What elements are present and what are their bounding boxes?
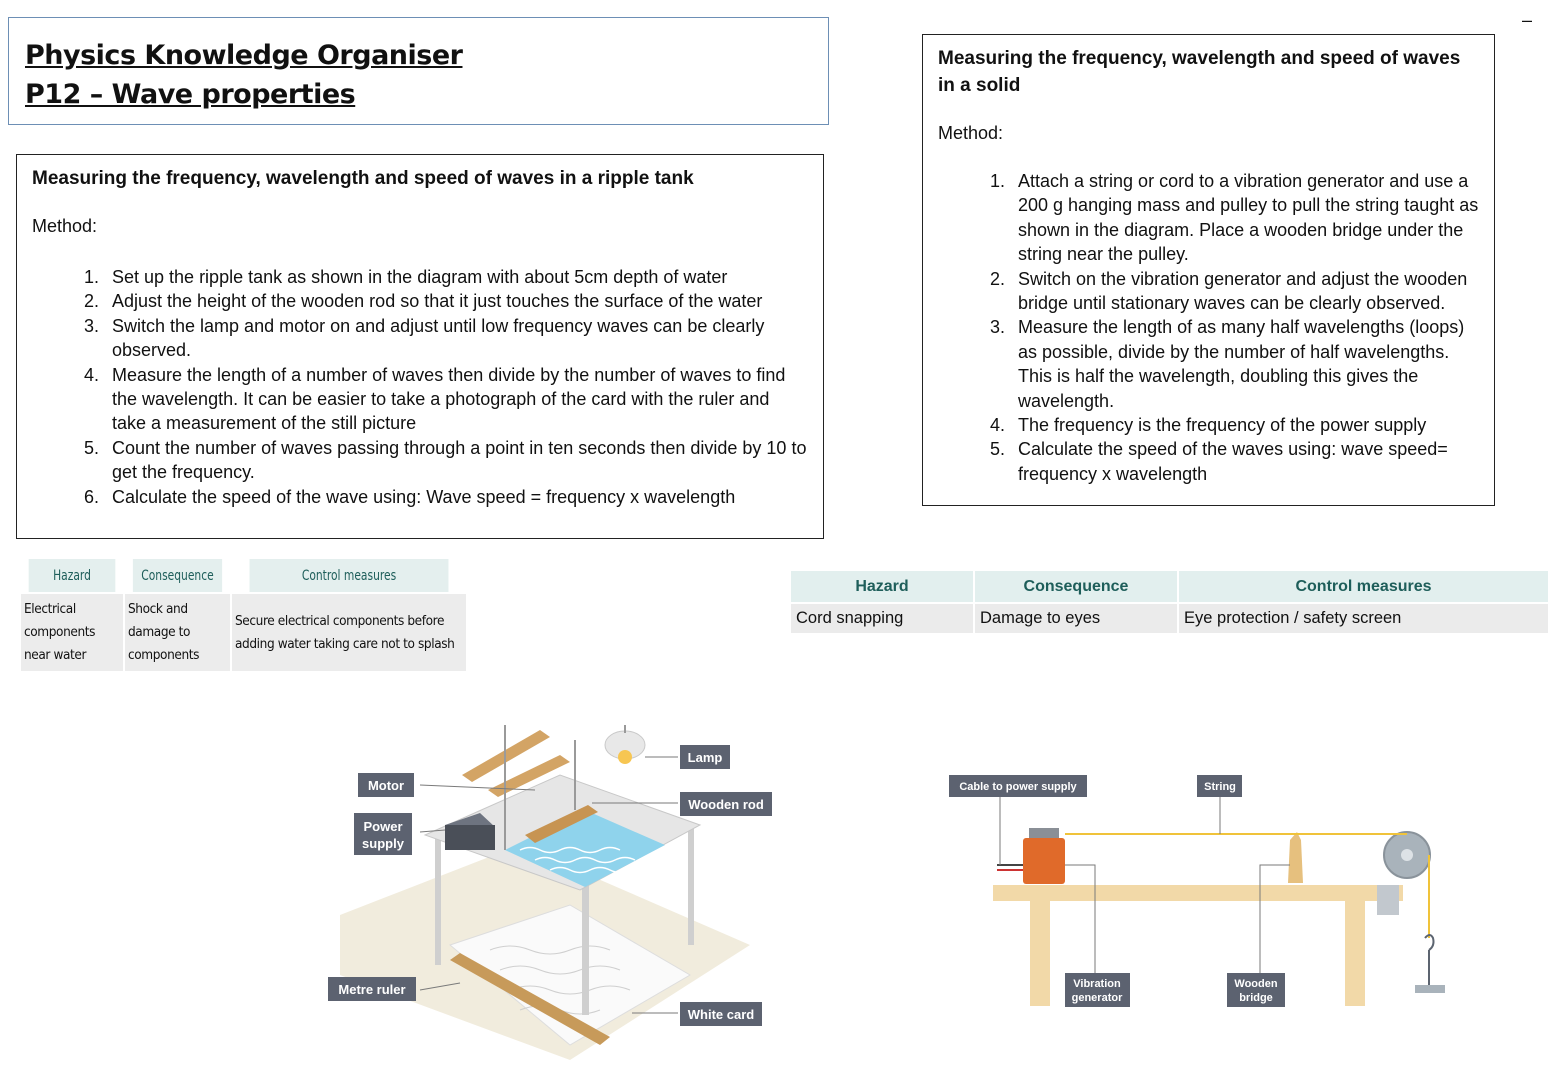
motor-label: Motor: [367, 778, 405, 793]
vibration-label-1: Vibration: [1073, 978, 1121, 990]
solid-heading: Measuring the frequency, wavelength and speed of waves in a solid: [938, 48, 1461, 96]
wooden-rod-label: Wooden rod: [688, 797, 764, 812]
ripple-steps: [32, 265, 808, 509]
solid-step: 4. The frequency is the frequency of the power supply: [1010, 413, 1479, 437]
power-supply-label-2: supply: [362, 836, 404, 851]
white-card-label: White card: [687, 1007, 755, 1022]
consequence-header: Consequence: [133, 559, 222, 592]
hazard-header: Hazard: [791, 571, 973, 602]
power-supply-front: [445, 825, 495, 850]
control-cell: Secure electrical components before adding water taking care not to splash: [232, 594, 466, 671]
table-leg: [582, 885, 589, 1015]
hazard-cell: Electrical components near water: [21, 594, 123, 671]
pulley-axle: [1401, 849, 1413, 861]
ripple-step: 4. Measure the length of a number of waves then divide by the number of waves to find the wavelength. It can be easier to take a photograph of the card with the ruler and take a measurement of the still picture: [104, 363, 808, 436]
ripple-heading: Measuring the frequency, wavelength and speed of waves in a ripple tank: [32, 168, 694, 189]
table-leg: [435, 835, 441, 965]
solid-method-label: Method:: [938, 123, 1004, 143]
generator-top: [1029, 828, 1059, 838]
metre-ruler-label: Metre ruler: [338, 982, 406, 997]
wooden-bridge-graphic: [1288, 832, 1303, 883]
solid-method-box: [922, 34, 1495, 506]
leader-line: [1260, 865, 1290, 975]
solid-step: 3. Measure the length of as many half wavelengths (loops) as possible, divide by the number of half wavelengths. This is half the wavelength, doubling this gives the wavelength.: [1010, 315, 1479, 413]
string-label: String: [1204, 781, 1236, 793]
solid-step: 1. Attach a string or cord to a vibration generator and use a 200 g hanging mass and pulley to pull the string taught as shown in the diagram. Place a wooden bridge under the string near the pulley.: [1010, 169, 1479, 267]
hazard-header: Hazard: [29, 559, 116, 592]
control-cell: Eye protection / safety screen: [1179, 604, 1548, 633]
solid-hazard-table: [789, 569, 1550, 635]
page-subtitle: P12 – Wave properties: [25, 79, 356, 110]
bridge-label-2: bridge: [1239, 992, 1273, 1004]
ripple-method-box: [16, 154, 824, 539]
bench-leg: [1030, 901, 1050, 1006]
ripple-hazard-table: [19, 557, 468, 673]
cable-label: Cable to power supply: [959, 781, 1077, 793]
table-leg: [688, 825, 694, 945]
power-supply-label-1: Power: [363, 819, 403, 834]
control-header: Control measures: [1179, 571, 1548, 602]
ripple-tank-diagram: [320, 715, 790, 1065]
vibration-label-2: generator: [1071, 992, 1123, 1004]
ripple-step: 3. Switch the lamp and motor on and adjust until low frequency waves can be clearly observed.: [104, 314, 808, 363]
bench-top: [993, 885, 1403, 901]
bridge-label-1: Wooden: [1234, 978, 1278, 990]
string-wave-diagram: [945, 770, 1445, 1015]
pulley-clamp: [1377, 885, 1399, 915]
lamp-bulb: [618, 750, 632, 764]
ripple-step: 1. Set up the ripple tank as shown in the diagram with about 5cm depth of water: [104, 265, 808, 289]
page-title: Physics Knowledge Organiser: [25, 40, 463, 71]
solid-step: 5. Calculate the speed of the waves using: wave speed= frequency x wavelength: [1010, 437, 1479, 486]
hazard-cell: Cord snapping: [791, 604, 973, 633]
solid-steps: [938, 169, 1479, 486]
bench-leg: [1345, 901, 1365, 1006]
ripple-step: 6. Calculate the speed of the wave using: Wave speed = frequency x wavelength: [104, 485, 808, 509]
title-box: [8, 17, 829, 125]
ripple-step: 2. Adjust the height of the wooden rod so that it just touches the surface of the water: [104, 289, 808, 313]
vibration-generator-graphic: [1023, 838, 1065, 884]
ripple-step: 5. Count the number of waves passing through a point in ten seconds then divide by 10 to get the frequency.: [104, 436, 808, 485]
leader-line: [1065, 865, 1095, 975]
consequence-cell: Damage to eyes: [975, 604, 1177, 633]
solid-step: 2. Switch on the vibration generator and adjust the wooden bridge until stationary waves can be clearly observed.: [1010, 267, 1479, 316]
hanging-mass: [1415, 985, 1445, 993]
consequence-header: Consequence: [975, 571, 1177, 602]
corner-mark: –: [1522, 10, 1533, 30]
consequence-cell: Shock and damage to components: [125, 594, 230, 671]
control-header: Control measures: [250, 559, 449, 592]
lamp-label: Lamp: [687, 750, 723, 765]
ripple-method-label: Method:: [32, 216, 98, 236]
